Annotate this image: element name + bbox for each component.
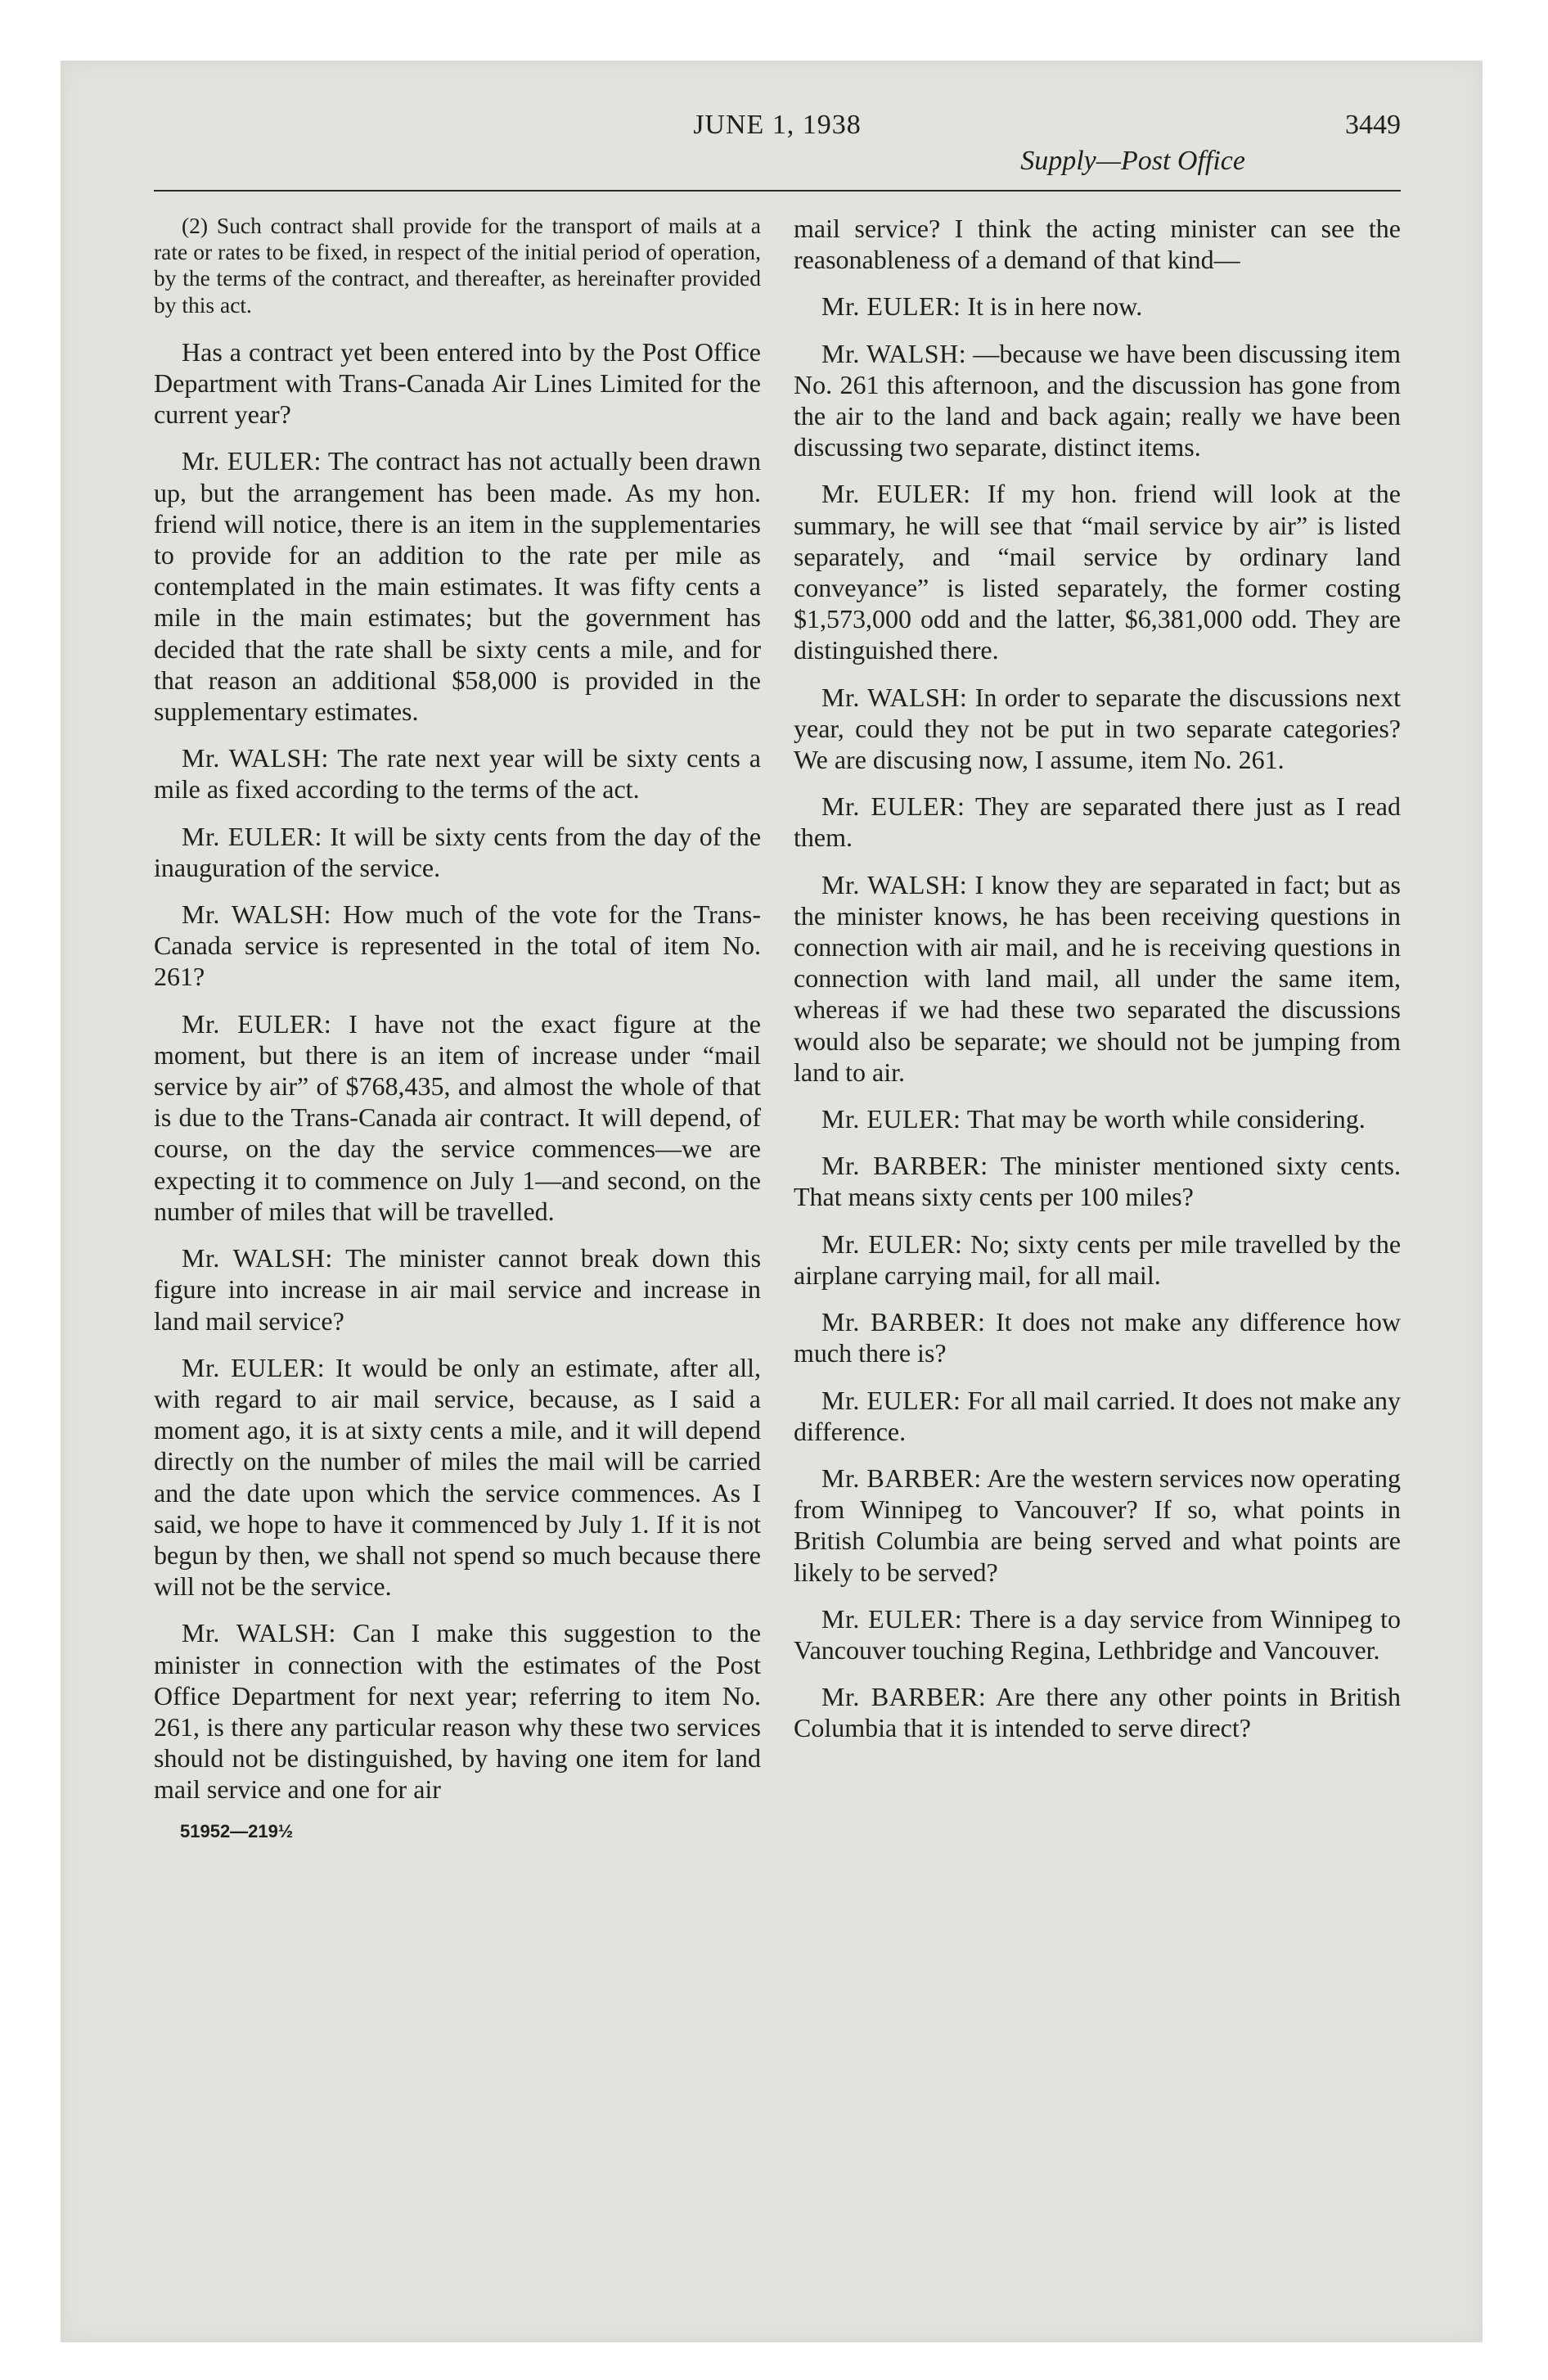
speaker-name: Mr. EULER:: [821, 1104, 961, 1134]
speaker-name: Mr. EULER:: [182, 1008, 332, 1039]
scanned-page: [61, 61, 1483, 2342]
paragraph-text: Can I make this suggestion to the minister in connection with the estimates of the Post Office Department for next year; referring to item No. 261, is there any particular reason why these two services should not be distinguished, by having one item for land mail service and one for air: [154, 1618, 762, 1805]
paragraph: [154, 445, 761, 727]
left-column: [154, 213, 761, 1842]
paragraph-text: Has a contract yet been entered into by the Post Office Department with Trans-Canada Air Lines Limited for the current year?: [154, 336, 761, 430]
paragraph-text: They are separated there just as I read them.: [794, 791, 1402, 853]
paragraph-text: It would be only an estimate, after all, with regard to air mail service, because, as I said a moment ago, it is at sixty cents a mile, and it will depend directly on the number of miles the mail will be carried and the date upon which the service commences. As I said, we hope to have it commenced by July 1. If it is not begun by then, we shall not spend so much because there will not be the service.: [154, 1352, 762, 1602]
paragraph-text: No; sixty cents per mile travelled by the airplane carrying mail, for all mail.: [794, 1228, 1402, 1290]
paragraph: [794, 1603, 1401, 1666]
speaker-name: Mr. EULER:: [821, 1603, 963, 1634]
speaker-name: Mr. WALSH:: [182, 899, 331, 930]
speaker-name: Mr. WALSH:: [821, 338, 967, 368]
paragraph-text: mail service? I think the acting minister can see the reasonableness of a demand of that kind—: [794, 214, 1401, 275]
paragraph: [794, 1103, 1401, 1134]
speaker-name: Mr. EULER:: [182, 821, 322, 851]
paragraph: [794, 213, 1401, 275]
speaker-name: Mr. EULER:: [821, 1385, 961, 1415]
paragraph: [154, 821, 761, 883]
paragraph: [154, 1242, 761, 1336]
paragraph-text: It does not make any difference how much there is?: [794, 1307, 1402, 1368]
speaker-name: Mr. EULER:: [821, 791, 965, 822]
print-code: 51952—219½: [180, 1820, 294, 1841]
paragraph-text: If my hon. friend will look at the summary, he will see that “mail service by air” is listed separately, and “mail service by ordinary land conveyance” is listed separately, the former costing $1,573,000 odd and the latter, $6,381,000 odd. They are distinguished there.: [794, 479, 1402, 665]
paragraph: [154, 1352, 761, 1602]
paragraph-text: Are the western services now operating from Winnipeg to Vancouver? If so, what points in British Columbia are being served and what points are likely to be served?: [794, 1463, 1402, 1587]
paragraph: [794, 1385, 1401, 1447]
paragraph: [794, 1681, 1401, 1743]
paragraph: [154, 742, 761, 805]
speaker-name: Mr. EULER:: [821, 479, 971, 509]
paragraph: [794, 338, 1401, 463]
paragraph-text: For all mail carried. It does not make any difference.: [794, 1385, 1402, 1446]
paragraph-text: Are there any other points in British Columbia that it is intended to serve direct?: [794, 1682, 1401, 1743]
text-columns: [154, 213, 1401, 1842]
paragraph-text: The rate next year will be sixty cents a mile as fixed according to the terms of the act.: [154, 743, 762, 805]
paragraph: [794, 478, 1401, 665]
paragraph-text: The contract has not actually been drawn up, but the arrangement has been made. As my hon. friend will notice, there is an item in the supplementaries to provide for an addition to the rate per mile as contemplated in the main estimates. It was fifty cents a mile in the main estimates; but the government has decided that the rate shall be sixty cents a mile, and for that reason an additional $58,000 is provided in the supplementary estimates.: [154, 446, 761, 727]
section-title: Supply—Post Office: [1020, 146, 1245, 176]
paragraph: [794, 682, 1401, 776]
speaker-name: Mr. WALSH:: [182, 743, 329, 773]
speaker-name: Mr. WALSH:: [182, 1243, 333, 1273]
right-column: [794, 213, 1401, 1842]
speaker-name: Mr. EULER:: [821, 1228, 963, 1259]
header-rule: [154, 190, 1401, 192]
paragraph: [794, 1463, 1401, 1588]
speaker-name: Mr. BARBER:: [821, 1463, 982, 1493]
page-number: 3449: [1345, 110, 1401, 140]
paragraph-text: —because we have been discussing item No. 261 this afternoon, and the discussion has gone from the air to the land and back again; really we have been discussing two separate, distinct items.: [794, 338, 1402, 462]
running-head: [154, 110, 1401, 176]
speaker-name: Mr. EULER:: [182, 446, 322, 476]
paragraph: [154, 1008, 761, 1227]
paragraph-text: The minister mentioned sixty cents. That means sixty cents per 100 miles?: [794, 1151, 1402, 1212]
speaker-name: Mr. BARBER:: [821, 1151, 988, 1181]
paragraph: [154, 1617, 761, 1805]
paragraph-text: How much of the vote for the Trans-Canada service is represented in the total of item No. 261?: [154, 899, 762, 992]
hansard-page: [154, 110, 1401, 1842]
paragraph: [794, 791, 1401, 853]
paragraph-text: That may be worth while considering.: [966, 1104, 1366, 1134]
paragraph-text: There is a day service from Winnipeg to Vancouver touching Regina, Lethbridge and Vancouver.: [794, 1603, 1402, 1665]
paragraph-text: I know they are separated in fact; but as the minister knows, he has been receiving questions in connection with air mail, and he is receiving questions in connection with land mail, all under the same item, whereas if we had these two separated the discussions would also be separate; we should not be jumping from land to air.: [794, 869, 1402, 1087]
speaker-name: Mr. BARBER:: [821, 1307, 986, 1337]
speaker-name: Mr. EULER:: [821, 291, 961, 322]
paragraph-text: It will be sixty cents from the day of the inauguration of the service.: [154, 821, 762, 882]
page-date: JUNE 1, 1938: [693, 110, 862, 140]
speaker-name: Mr. WALSH:: [821, 869, 968, 899]
paragraph: [154, 899, 761, 993]
paragraph-text: (2) Such contract shall provide for the transport of mails at a rate or rates to be fixed, in respect of the initial period of operation, by the terms of the contract, and thereafter, as hereinafter provided by this act.: [154, 213, 761, 318]
paragraph-text: It is in here now.: [967, 291, 1143, 322]
paragraph: [794, 1228, 1401, 1291]
paragraph: [794, 1150, 1401, 1212]
paragraph: [794, 869, 1401, 1088]
paragraph: [154, 213, 761, 318]
speaker-name: Mr. BARBER:: [821, 1682, 987, 1712]
speaker-name: Mr. WALSH:: [182, 1618, 336, 1648]
paragraph-text: In order to separate the discussions next year, could they not be put in two separate categories? We are discusing now, I assume, item No. 261.: [794, 682, 1402, 775]
paragraph-text: The minister cannot break down this figure into increase in air mail service and increase in land mail service?: [154, 1243, 762, 1336]
paragraph: [794, 291, 1401, 322]
speaker-name: Mr. EULER:: [182, 1352, 326, 1382]
paragraph-text: I have not the exact figure at the moment, but there is an item of increase under “mail service by air” of $768,435, and almost the whole of that is due to the Trans-Canada air contract. It will depend, of course, on the day the service commences—we are expecting it to commence on July 1—and second, on the number of miles that will be travelled.: [154, 1008, 762, 1226]
speaker-name: Mr. WALSH:: [821, 682, 968, 712]
paragraph: [154, 336, 761, 430]
paragraph: [794, 1306, 1401, 1368]
